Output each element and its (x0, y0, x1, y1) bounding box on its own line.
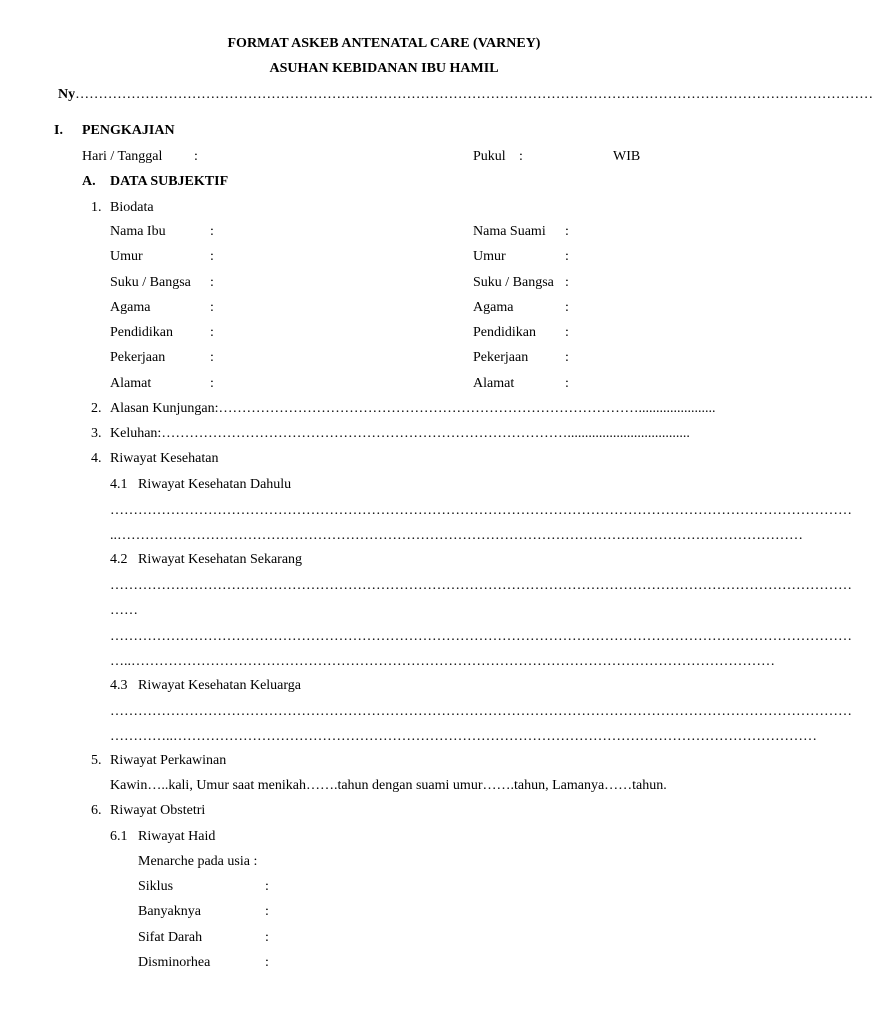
ibu-colon: : (210, 224, 214, 239)
suami-label: Pekerjaan (473, 350, 529, 365)
item-number: 5. (91, 753, 102, 768)
ibu-label: Nama Ibu (110, 224, 166, 239)
item-number: 4. (91, 451, 102, 466)
form-subtitle: ASUHAN KEBIDANAN IBU HAMIL (269, 61, 499, 76)
hari-colon: : (194, 149, 198, 164)
subitem-number: 4.1 (110, 477, 128, 492)
haid-label: Siklus (138, 879, 174, 894)
perkawinan-line: Kawin…..kali, Umur saat menikah…….tahun dengan suami umur…….tahun, Lamanya……tahun. (110, 778, 667, 793)
pukul-colon: : (519, 149, 523, 164)
haid-colon: : (265, 955, 269, 970)
item-number: 2. (91, 401, 102, 416)
ny-line (58, 87, 873, 103)
form-title: FORMAT ASKEB ANTENATAL CARE (VARNEY) (227, 36, 541, 51)
item-number: 3. (91, 426, 102, 441)
suami-label: Agama (473, 300, 514, 315)
subsection-title: DATA SUBJEKTIF (110, 174, 229, 189)
haid-label: Disminorhea (138, 955, 211, 970)
suami-colon: : (565, 300, 569, 315)
riwayat-kesehatan-title: Riwayat Kesehatan (110, 451, 219, 466)
subsection-number: A. (82, 174, 96, 189)
riwayat-sekarang-title: Riwayat Kesehatan Sekarang (138, 552, 303, 567)
suami-colon: : (565, 275, 569, 290)
section-number: I. (54, 123, 63, 138)
ibu-colon: : (210, 249, 214, 264)
suami-label: Alamat (473, 376, 515, 391)
suami-label: Pendidikan (473, 325, 536, 340)
ibu-label: Suku / Bangsa (110, 275, 191, 290)
section-title: PENGKAJIAN (82, 123, 175, 138)
riwayat-keluarga-title: Riwayat Kesehatan Keluarga (138, 678, 302, 693)
dotted-line: …… (110, 603, 138, 618)
ibu-colon: : (210, 350, 214, 365)
subitem-number: 4.2 (110, 552, 128, 567)
dotted-line: …………………………………………………………………………………………………………………………………………… (110, 503, 852, 518)
haid-label: Sifat Darah (138, 930, 203, 945)
ibu-label: Umur (110, 249, 143, 264)
suami-colon: : (565, 376, 569, 391)
keluhan-line: Keluhan:……………………………………………………………………………................................... (110, 426, 690, 441)
suami-label: Suku / Bangsa (473, 275, 554, 290)
haid-colon: : (265, 930, 269, 945)
menarche-label: Menarche pada usia : (138, 854, 258, 869)
dotted-line: …..………………………………………………………………………………………………………………………… (110, 654, 775, 669)
suami-colon: : (565, 249, 569, 264)
biodata-title: Biodata (110, 200, 154, 215)
suami-colon: : (565, 325, 569, 340)
ibu-label: Agama (110, 300, 151, 315)
dotted-line: …………..………………………………………………………………………………………………………………………… (110, 729, 817, 744)
ibu-colon: : (210, 275, 214, 290)
suami-label: Umur (473, 249, 506, 264)
haid-label: Banyaknya (138, 904, 201, 919)
pukul-label: Pukul (473, 149, 506, 164)
hari-label: Hari / Tanggal (82, 149, 163, 164)
dotted-line: …………………………………………………………………………………………………………………………………………… (110, 578, 852, 593)
wib-label: WIB (613, 149, 641, 164)
item-number: 6. (91, 803, 102, 818)
haid-colon: : (265, 879, 269, 894)
riwayat-obstetri-title: Riwayat Obstetri (110, 803, 206, 818)
ibu-colon: : (210, 376, 214, 391)
haid-colon: : (265, 904, 269, 919)
ibu-label: Alamat (110, 376, 152, 391)
ibu-colon: : (210, 300, 214, 315)
ibu-label: Pekerjaan (110, 350, 166, 365)
alasan-kunjungan-line: Alasan Kunjungan:………………………………………………………………………………...................... (110, 401, 716, 416)
ibu-colon: : (210, 325, 214, 340)
item-number: 1. (91, 200, 102, 215)
subitem-number: 4.3 (110, 678, 128, 693)
dotted-line: …………………………………………………………………………………………………………………………………………… (110, 629, 852, 644)
dotted-line: …………………………………………………………………………………………………………………………………………… (110, 704, 852, 719)
ny-dots: ……………………………………………………………………………………………………………………………………………………… (75, 87, 873, 102)
suami-label: Nama Suami (473, 224, 546, 239)
ibu-label: Pendidikan (110, 325, 173, 340)
riwayat-dahulu-title: Riwayat Kesehatan Dahulu (138, 477, 292, 492)
dotted-line: ..………………………………………………………………………………………………………………………………… (110, 528, 803, 543)
riwayat-haid-title: Riwayat Haid (138, 829, 216, 844)
suami-colon: : (565, 350, 569, 365)
riwayat-perkawinan-title: Riwayat Perkawinan (110, 753, 227, 768)
suami-colon: : (565, 224, 569, 239)
subitem-number: 6.1 (110, 829, 128, 844)
ny-label: Ny (58, 87, 76, 102)
